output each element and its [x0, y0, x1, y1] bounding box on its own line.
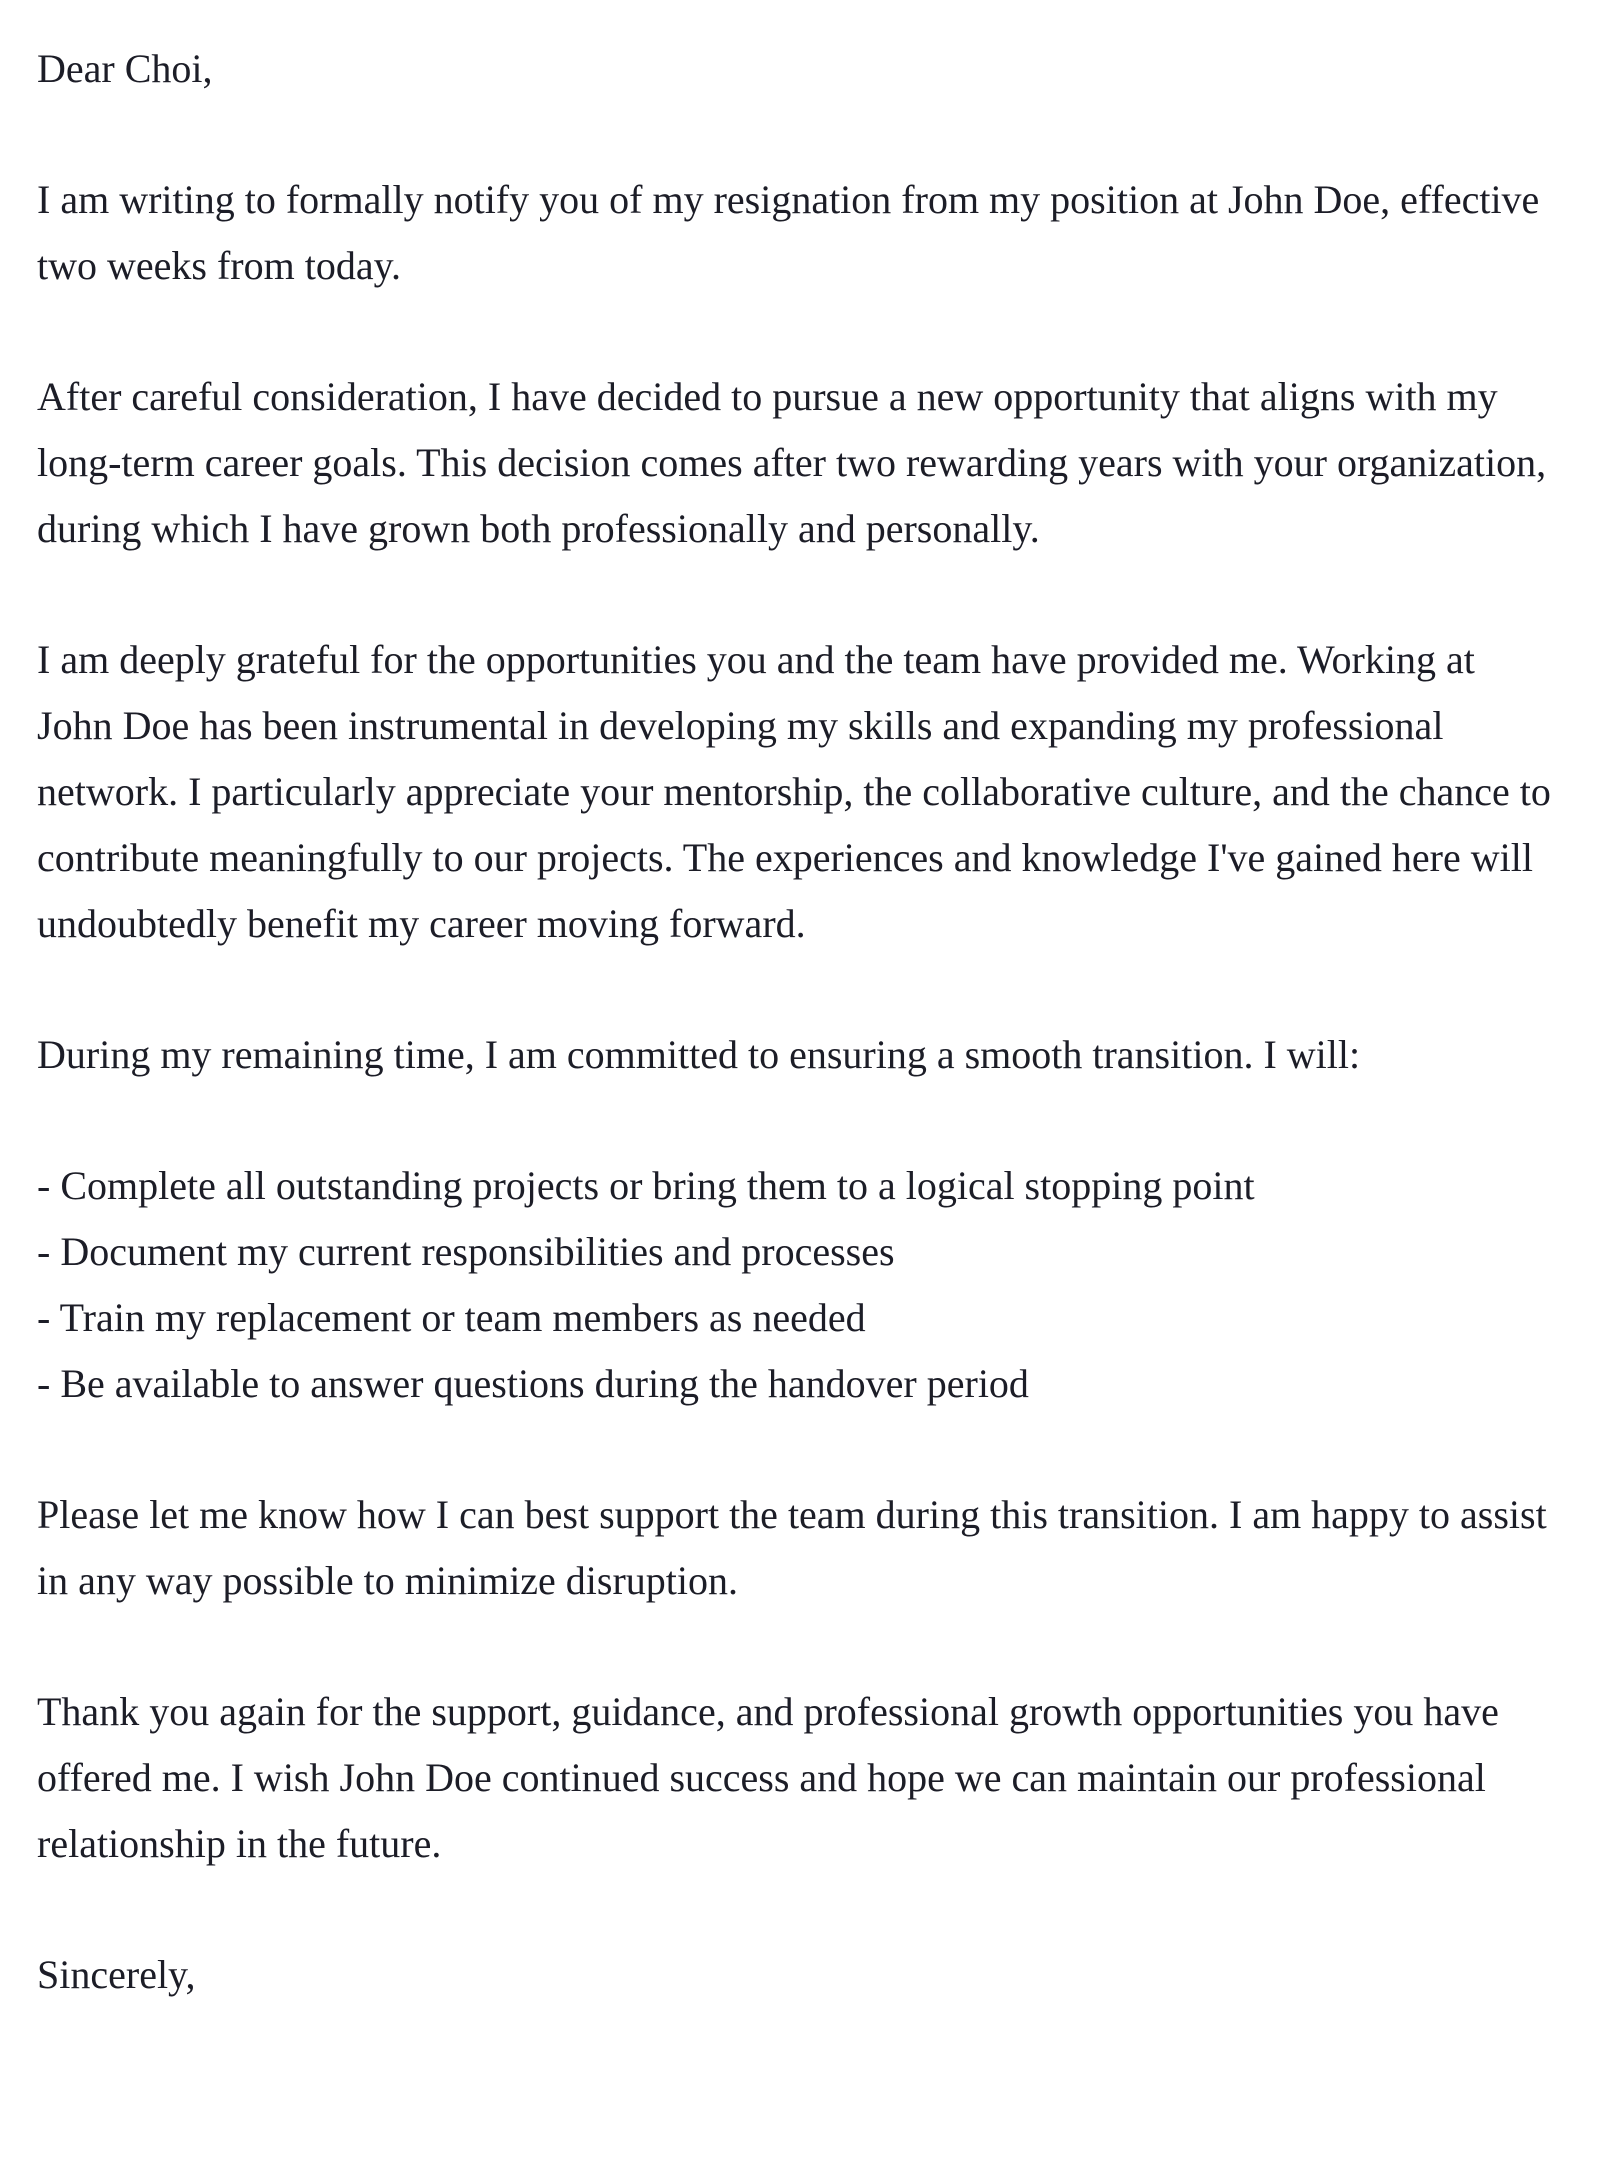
list-item: - Document my current responsibilities and processes [37, 1229, 895, 1274]
paragraph-support-offer: Please let me know how I can best support the team during this transition. I am happy to assist in any way possible to minimize disruption. [37, 1492, 1557, 1603]
sign-off: Sincerely, [37, 1952, 196, 1997]
list-item: - Complete all outstanding projects or bring them to a logical stopping point [37, 1163, 1255, 1208]
list-item: - Train my replacement or team members as needed [37, 1295, 866, 1340]
paragraph-reason: After careful consideration, I have decided to pursue a new opportunity that aligns with my long-term career goals. This decision comes after two rewarding years with your organization, during which I have grown both professionally and personally. [37, 374, 1557, 551]
paragraph-notice: I am writing to formally notify you of my resignation from my position at John Doe, effective two weeks from today. [37, 177, 1550, 288]
commitments-list [37, 1153, 1560, 1417]
paragraph-thanks: Thank you again for the support, guidance, and professional growth opportunities you have offered me. I wish John Doe continued success and hope we can maintain our professional relationship in the future. [37, 1689, 1509, 1866]
greeting: Dear Choi, [37, 46, 213, 91]
paragraph-gratitude: I am deeply grateful for the opportunities you and the team have provided me. Working at John Doe has been instrumental in developing my skills and expanding my professional network. I particularly appreciate your mentorship, the collaborative culture, and the chance to contribute meaningfully to our projects. The experiences and knowledge I've gained here will undoubtedly benefit my career moving forward. [37, 637, 1561, 946]
list-item: - Be available to answer questions during the handover period [37, 1361, 1029, 1406]
paragraph-transition-intro: During my remaining time, I am committed to ensuring a smooth transition. I will: [37, 1032, 1361, 1077]
